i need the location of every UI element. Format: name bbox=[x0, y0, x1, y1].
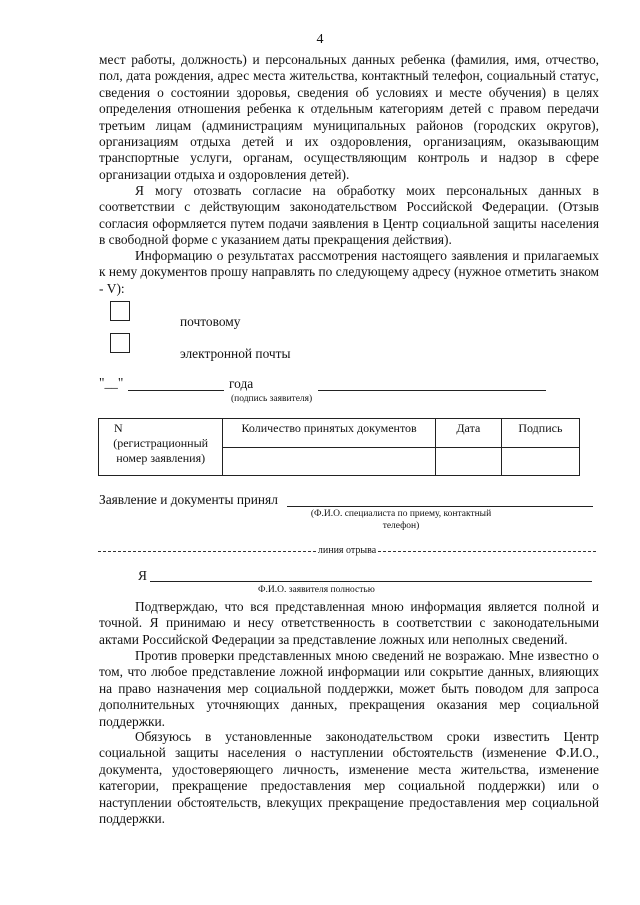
confirmation-paragraph: Подтверждаю, что вся представленная мною информация является полной и точной. Я принимаю и несу ответственность в соответствии с законодательными актами Российской Федерации за представление ложных или неполных сведений. bbox=[99, 599, 599, 647]
registration-number-header-cell bbox=[99, 419, 223, 476]
registration-number-header: N bbox=[114, 421, 123, 435]
verification-paragraph: Против проверки представленных мною сведений не возражаю. Мне известно о том, что любое представление ложной информации или сокрытие данных, влияющих на право назначения мер социальной поддержки, может быть поводом для запроса дополнительных уточняющих данных, прекращения оказания мер социальной поддержки. bbox=[99, 648, 599, 729]
cut-line-dashes-left bbox=[98, 551, 316, 552]
documents-count-header: Количество принятых документов bbox=[223, 419, 436, 448]
date-header: Дата bbox=[435, 419, 501, 448]
cut-line bbox=[98, 545, 596, 556]
documents-count-cell[interactable] bbox=[223, 448, 436, 476]
applicant-signature-field[interactable] bbox=[318, 390, 546, 391]
signature-header: Подпись bbox=[501, 419, 579, 448]
email-option-label: электронной почты bbox=[180, 346, 291, 361]
email-checkbox[interactable] bbox=[110, 333, 130, 353]
applicant-name-caption: Ф.И.О. заявителя полностью bbox=[258, 585, 375, 595]
page-number: 4 bbox=[316, 32, 324, 47]
registration-number-subheader: (регистрационный номер заявления) bbox=[113, 436, 209, 465]
accepted-by-label: Заявление и документы принял bbox=[99, 492, 278, 507]
registration-table bbox=[98, 418, 580, 476]
specialist-name-field[interactable] bbox=[287, 506, 593, 507]
postal-option-label: почтовому bbox=[180, 314, 241, 329]
year-word: года bbox=[229, 376, 254, 391]
obligation-paragraph: Обязуюсь в установленные законодательством сроки известить Центр социальной защиты населения о наступлении обстоятельств (изменение Ф.И.О., документа, удостоверяющего личность, изменение места жительства, изменение категории, прекращение предоставления мер социальной поддержки) или о наступлении обстоятельств, влекущих прекращение предоставления мер социальной поддержки. bbox=[99, 729, 599, 827]
applicant-prefix: Я bbox=[138, 568, 147, 583]
postal-checkbox[interactable] bbox=[110, 301, 130, 321]
date-month-field[interactable] bbox=[128, 390, 224, 391]
date-cell[interactable] bbox=[435, 448, 501, 476]
specialist-caption: (Ф.И.О. специалиста по приему, контактный телефон) bbox=[310, 509, 492, 531]
cut-line-dashes-right bbox=[378, 551, 596, 552]
signature-cell[interactable] bbox=[501, 448, 579, 476]
applicant-name-field[interactable] bbox=[150, 581, 592, 582]
cut-line-label: линия отрыва bbox=[317, 545, 377, 556]
date-day-quotes: "__" bbox=[99, 375, 124, 390]
notification-paragraph: Информацию о результатах рассмотрения настоящего заявления и прилагаемых к нему документов прошу направлять по следующему адресу (нужное отметить знаком - V): bbox=[99, 248, 599, 296]
consent-paragraph-continuation: мест работы, должность) и персональных данных ребенка (фамилия, имя, отчество, пол, дата рождения, адрес места жительства, контактный телефон, социальный статус, сведения о состоянии здоровья, сведения об условиях и месте обучения) в целях определения отношения ребенка к отдельным категориям детей с правом передачи третьим лицам (администрациям муниципальных районов (городских округов), организациям отдыха детей и их оздоровления, организациям, оказывающим транспортные услуги, органам, осуществляющим контроль и надзор в сфере организации отдыха и оздоровления детей). bbox=[99, 52, 599, 182]
signature-caption: (подпись заявителя) bbox=[231, 394, 313, 404]
revocation-paragraph: Я могу отозвать согласие на обработку моих персональных данных в соответствии с действующим законодательством Российской Федерации. (Отзыв согласия оформляется путем подачи заявления в Центр социальной защиты населения в свободной форме с указанием даты прекращения действия). bbox=[99, 183, 599, 248]
